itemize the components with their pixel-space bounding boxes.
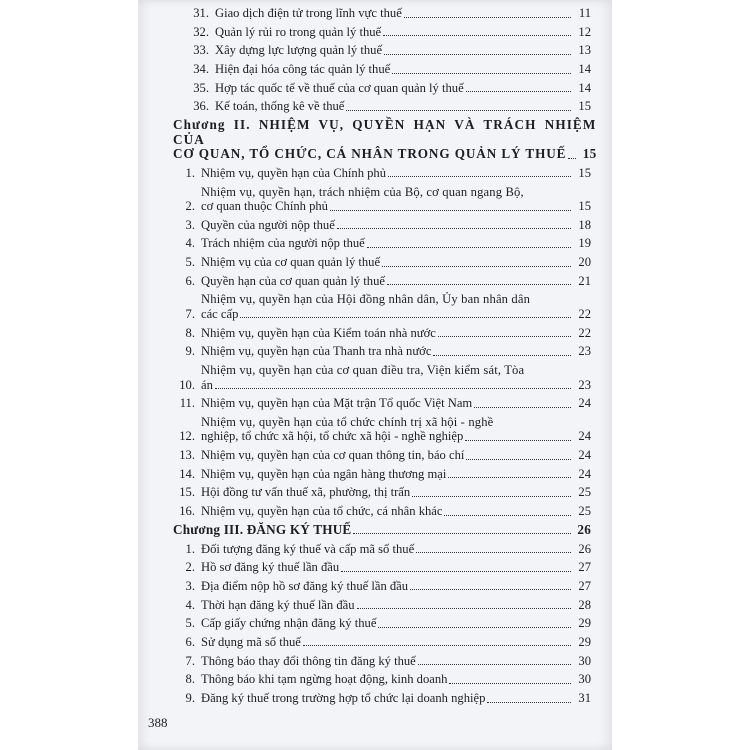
toc-entry [173,542,591,557]
entry-title [215,6,591,21]
entry-page-number: 24 [578,429,591,444]
dot-leader [382,265,571,267]
dot-leader [438,335,571,337]
dot-leader [404,16,571,18]
entry-number: 2. [185,560,195,575]
entry-title-line: Trách nhiệm của người nộp thuế [201,236,365,251]
entry-page-number: 11 [578,6,591,20]
entry-title [215,81,591,96]
entry-page-number: 19 [578,236,591,251]
entry-number: 6. [185,634,195,649]
entry-title-line: Quyền hạn của cơ quan quản lý thuế [201,273,385,288]
dot-leader [378,626,571,628]
toc-entry [173,344,591,359]
entry-title-line: Nhiệm vụ, quyền hạn của cơ quan thông tin, báo chí [201,448,465,463]
entry-number: 36. [193,99,209,114]
page-number: 388 [148,715,168,730]
entry-title [201,326,591,341]
dot-leader [410,588,571,590]
entry-title [201,344,591,359]
entry-title-line: cơ quan thuộc Chính phủ [201,199,328,213]
entry-page-number: 12 [578,24,591,39]
entry-title-line: Nhiệm vụ, quyền hạn của tổ chức chính trị xã hội - nghề [201,414,494,429]
entry-number: 31. [193,6,209,20]
entry-number: 3. [185,578,195,593]
dot-leader [383,34,571,36]
chapter-entry [173,523,591,538]
dot-leader [303,644,571,646]
entry-page-number: 29 [578,634,591,649]
toc-entry [173,6,591,21]
entry-title [215,62,591,77]
entry-title [201,691,591,706]
toc-entry [173,363,591,392]
entry-number: 4. [185,236,195,251]
dot-leader [387,283,571,285]
entry-title-line: Nhiệm vụ, quyền hạn của Chính phủ [201,165,387,180]
dot-leader [337,227,571,229]
entry-title [201,292,591,321]
entry-title-line: Nhiệm vụ, quyền hạn, trách nhiệm của Bộ, cơ quan ngang Bộ, [201,184,524,199]
entry-page-number: 15 [578,165,591,180]
dot-leader [474,406,571,408]
entry-title-line: Quyền của người nộp thuế [201,217,335,232]
dot-leader [330,209,571,211]
entry-page-number: 26 [578,541,591,556]
entry-number: 9. [185,344,195,359]
entry-page-number: 26 [577,521,591,537]
entry-title [201,504,591,519]
entry-title-line: Hội đồng tư vấn thuế xã, phường, thị trấn [201,485,411,500]
entry-title-line: Cấp giấy chứng nhận đăng ký thuế [201,616,377,631]
toc-entry [173,485,591,500]
dot-leader [466,458,571,460]
entry-title-line: nghiệp, tổ chức xã hội, tổ chức xã hội - nghề nghiệp [201,429,464,444]
entry-page-number: 23 [578,344,591,359]
dot-leader [433,354,571,356]
entry-title-line: Địa điểm nộp hồ sơ đăng ký thuế lần đầu [201,578,409,593]
entry-number: 6. [185,273,195,288]
entry-page-number: 25 [578,485,591,500]
entry-title [201,598,591,613]
entry-page-number: 21 [578,273,591,288]
dot-leader [240,316,571,318]
entry-title [201,560,591,575]
entry-page-number: 29 [578,616,591,631]
entry-title [201,185,591,214]
entry-page-number: 31 [578,691,591,705]
entry-page-number: 28 [578,597,591,612]
toc-entry [173,654,591,669]
dot-leader [449,682,571,684]
entry-number: 11. [179,396,195,411]
dot-leader [416,551,571,553]
entry-page-number: 27 [578,560,591,575]
entry-title-line: Chương II. NHIỆM VỤ, QUYỀN HẠN VÀ TRÁCH NHIỆM CỦA [173,117,597,147]
dot-leader [568,157,576,159]
entry-page-number: 22 [578,325,591,340]
entry-page-number: 24 [578,448,591,463]
entry-title-line: Nhiệm vụ, quyền hạn của cơ quan điều tra, Viện kiểm sát, Tòa [201,363,525,377]
entry-page-number: 15 [582,146,597,162]
entry-title-line: Thông báo thay đổi thông tin đăng ký thuế [201,653,416,668]
entry-title [173,523,591,538]
toc-entry [173,43,591,58]
toc-entry [173,635,591,650]
dot-leader [215,387,571,389]
entry-title [201,672,591,687]
entry-title-line: Hồ sơ đăng ký thuế lần đầu [201,560,340,575]
entry-page-number: 24 [578,396,591,411]
toc-entry [173,415,591,444]
dot-leader [388,175,571,177]
dot-leader [466,90,571,92]
entry-page-number: 15 [578,99,591,114]
entry-title-line: Xây dựng lực lượng quản lý thuế [215,43,383,58]
toc-entry [173,672,591,687]
entry-number: 4. [185,597,195,612]
entry-title [201,218,591,233]
toc-entry [173,326,591,341]
toc-entry [173,255,591,270]
entry-title [201,579,591,594]
entry-title-line: CƠ QUAN, TỔ CHỨC, CÁ NHÂN TRONG QUẢN LÝ THUẾ [173,146,567,162]
dot-leader [357,607,571,609]
entry-number: 8. [185,325,195,340]
entry-title [201,654,591,669]
dot-leader [346,109,571,111]
entry-title-line: Nhiệm vụ, quyền hạn của Thanh tra nhà nước [201,344,432,359]
toc-entry [173,616,591,631]
toc-entry [173,185,591,214]
entry-number: 35. [193,80,209,95]
entry-number: 13. [179,448,195,463]
dot-leader [465,439,571,441]
entry-title [173,118,596,162]
entry-title [201,448,591,463]
entry-number: 9. [185,691,195,705]
entry-title [201,485,591,500]
entry-title-line: Nhiệm vụ của cơ quan quản lý thuế [201,255,381,270]
entry-title-line: Nhiệm vụ, quyền hạn của Hội đồng nhân dân, Ủy ban nhân dân [201,292,531,307]
dot-leader [487,701,571,703]
entry-title [201,467,591,482]
dot-leader [412,495,571,497]
toc-entry [173,691,591,706]
entry-title-line: Sử dụng mã số thuế [201,634,301,649]
toc-entry [173,292,591,321]
entry-page-number: 27 [578,578,591,593]
entry-title [201,396,591,411]
entry-number: 16. [179,504,195,519]
entry-page-number: 18 [578,217,591,232]
toc-entry [173,274,591,289]
entry-page-number: 23 [578,377,591,392]
entry-number: 32. [193,24,209,39]
entry-number: 33. [193,43,209,58]
entry-number: 5. [185,255,195,270]
toc-entry [173,218,591,233]
entry-title-line: các cấp [201,306,239,321]
toc-entry [173,62,591,77]
entry-title-line: Nhiệm vụ, quyền hạn của ngân hàng thương mại [201,466,447,481]
dot-leader [448,476,571,478]
entry-page-number: 14 [578,80,591,95]
toc-entry [173,81,591,96]
entry-title [201,236,591,251]
dot-leader [384,53,571,55]
toc-entry [173,448,591,463]
toc-entry [173,236,591,251]
entry-title-line: Nhiệm vụ, quyền hạn của Kiểm toán nhà nước [201,325,436,340]
entry-title [201,274,591,289]
entry-number: 1. [185,165,195,180]
entry-page-number: 30 [578,672,591,687]
entry-number: 5. [185,616,195,631]
entry-number: 8. [185,672,195,687]
entry-number: 7. [185,306,195,321]
entry-number: 15. [179,485,195,500]
entry-title-line: Nhiệm vụ, quyền hạn của Mặt trận Tổ quốc Việt Nam [201,396,473,411]
entry-number: 7. [185,653,195,668]
dot-leader [341,570,571,572]
entry-title [215,25,591,40]
book-page [138,0,612,750]
entry-page-number: 15 [578,199,591,213]
entry-number: 14. [179,466,195,481]
entry-number: 34. [193,62,209,77]
entry-title-line: Đối tượng đăng ký thuế và cấp mã số thuế [201,541,415,556]
entry-title-line: Giao dịch điện tử trong lĩnh vực thuế [215,6,402,20]
entry-title-line: Hiện đại hóa công tác quản lý thuế [215,62,391,77]
dot-leader [367,246,571,248]
entry-title-line: Thông báo khi tạm ngừng hoạt động, kinh doanh [201,672,448,687]
entry-page-number: 25 [578,504,591,519]
entry-title [215,99,591,114]
toc-entry [173,25,591,40]
entry-page-number: 13 [578,43,591,58]
entry-title [201,415,591,444]
toc-entry [173,467,591,482]
toc-entry [173,598,591,613]
entry-title-line: Quản lý rủi ro trong quản lý thuế [215,24,382,39]
toc-entry [173,560,591,575]
entry-title [215,43,591,58]
entry-page-number: 22 [578,306,591,321]
entry-title [201,542,591,557]
entry-number: 2. [185,199,195,213]
toc-entry [173,579,591,594]
entry-number: 3. [185,217,195,232]
entry-title-line: Thời hạn đăng ký thuế lần đầu [201,597,355,612]
toc-entry [173,99,591,114]
entry-number: 1. [185,541,195,556]
entry-title [201,363,591,392]
entry-title [201,635,591,650]
dot-leader [392,72,571,74]
entry-title [201,616,591,631]
dot-leader [444,514,571,516]
entry-page-number: 24 [578,466,591,481]
entry-title [201,166,591,181]
entry-title-line: Chương III. ĐĂNG KÝ THUẾ [173,521,352,537]
dot-leader [418,663,571,665]
table-of-contents [173,6,597,710]
entry-number: 12. [179,429,195,444]
entry-page-number: 14 [578,62,591,77]
toc-entry [173,504,591,519]
entry-title [201,255,591,270]
entry-title-line: Kế toán, thống kê về thuế [215,99,345,114]
chapter-entry [173,117,597,162]
entry-title-line: Hợp tác quốc tế về thuế của cơ quan quản lý thuế [215,80,464,95]
entry-page-number: 20 [578,255,591,270]
entry-page-number: 30 [578,653,591,668]
toc-entry [173,166,591,181]
entry-number: 10. [179,377,195,392]
dot-leader [353,532,571,534]
entry-title-line: Nhiệm vụ, quyền hạn của tổ chức, cá nhân khác [201,504,443,519]
entry-title-line: Đăng ký thuế trong trường hợp tổ chức lại doanh nghiệp [201,691,486,705]
entry-title-line: án [201,377,213,392]
toc-entry [173,396,591,411]
